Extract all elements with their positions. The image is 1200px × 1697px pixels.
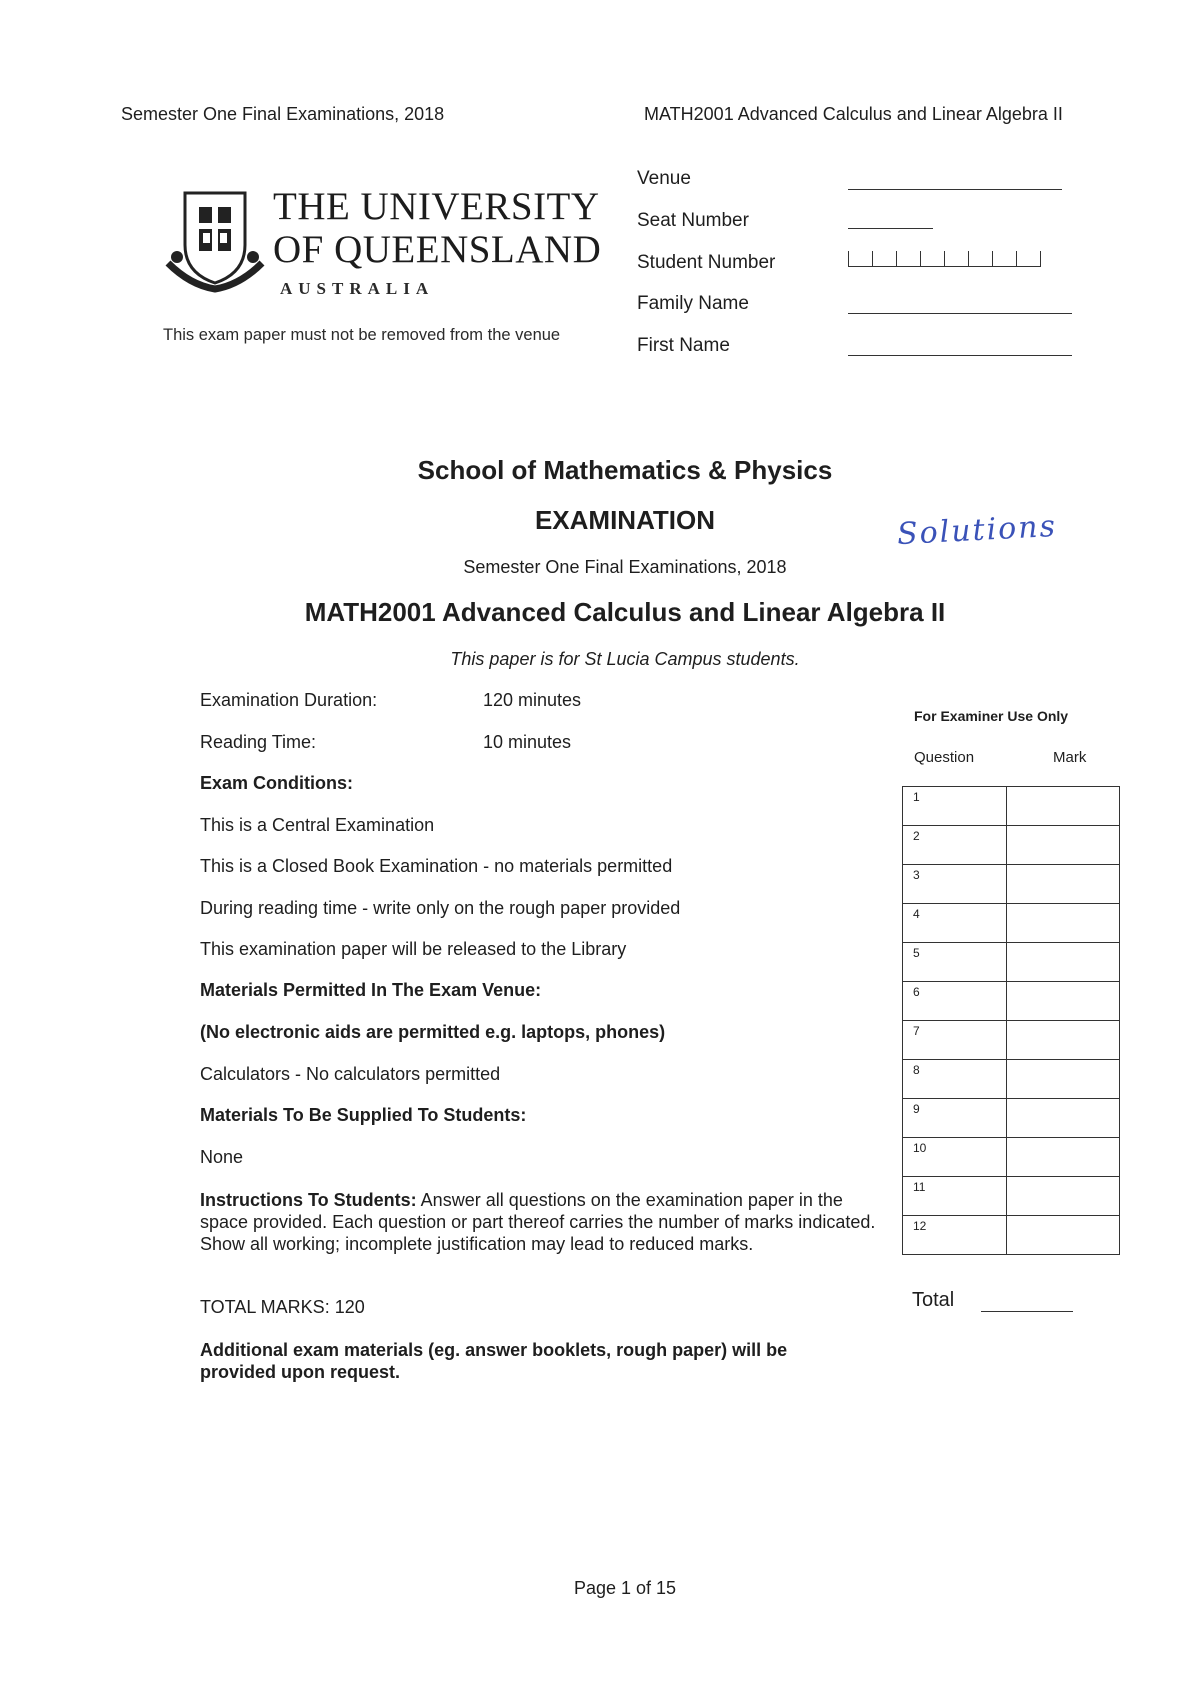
mark-row <box>903 826 1120 865</box>
student-number-label: Student Number <box>637 252 776 273</box>
question-number-cell: 7 <box>903 1021 1007 1060</box>
mark-row <box>903 787 1120 826</box>
first-name-field[interactable] <box>848 355 1072 356</box>
question-number-cell: 5 <box>903 943 1007 982</box>
first-name-label: First Name <box>637 335 730 356</box>
condition-central: This is a Central Examination <box>200 815 435 835</box>
mark-row <box>903 1021 1120 1060</box>
materials-supplied-heading: Materials To Be Supplied To Students: <box>200 1105 527 1125</box>
digit-box[interactable] <box>1016 251 1041 267</box>
digit-box[interactable] <box>920 251 944 267</box>
course-title: MATH2001 Advanced Calculus and Linear Algebra II <box>304 597 946 627</box>
seat-number-label: Seat Number <box>637 210 749 231</box>
mark-column-header: Mark <box>1053 749 1087 766</box>
reading-time-value: 10 minutes <box>483 732 572 752</box>
mark-row <box>903 1138 1120 1177</box>
family-name-field[interactable] <box>848 313 1072 314</box>
mark-cell[interactable] <box>1007 1177 1120 1216</box>
mark-row <box>903 904 1120 943</box>
mark-cell[interactable] <box>1007 865 1120 904</box>
family-name-label: Family Name <box>637 293 749 314</box>
duration-label: Examination Duration: <box>200 690 378 710</box>
mark-cell[interactable] <box>1007 826 1120 865</box>
digit-box[interactable] <box>944 251 968 267</box>
instructions-heading: Instructions To Students: <box>200 1190 417 1210</box>
question-number-cell: 10 <box>903 1138 1007 1177</box>
duration-value: 120 minutes <box>483 690 582 710</box>
calculators-note: Calculators - No calculators permitted <box>200 1064 501 1084</box>
exam-conditions-heading: Exam Conditions: <box>200 773 354 793</box>
condition-library: This examination paper will be released to the Library <box>200 939 627 959</box>
question-number-cell: 9 <box>903 1099 1007 1138</box>
question-number-cell: 4 <box>903 904 1007 943</box>
mark-row <box>903 982 1120 1021</box>
examiner-marks-table <box>902 786 1120 1255</box>
electronic-aids-note: (No electronic aids are permitted e.g. laptops, phones) <box>200 1022 666 1042</box>
header-right: MATH2001 Advanced Calculus and Linear Algebra II <box>644 104 1063 124</box>
digit-box[interactable] <box>968 251 992 267</box>
mark-cell[interactable] <box>1007 904 1120 943</box>
university-name-line2: OF QUEENSLAND <box>273 228 602 271</box>
uq-crest-logo <box>165 185 260 295</box>
question-column-header: Question <box>914 749 975 766</box>
digit-box[interactable] <box>872 251 896 267</box>
condition-reading-time: During reading time - write only on the rough paper provided <box>200 898 681 918</box>
mark-cell[interactable] <box>1007 943 1120 982</box>
mark-row <box>903 1099 1120 1138</box>
student-number-field[interactable] <box>848 251 1041 267</box>
digit-box[interactable] <box>896 251 920 267</box>
question-number-cell: 3 <box>903 865 1007 904</box>
mark-cell[interactable] <box>1007 1216 1120 1255</box>
mark-row <box>903 865 1120 904</box>
venue-field[interactable] <box>848 189 1062 190</box>
school-name: School of Mathematics & Physics <box>417 455 833 485</box>
mark-cell[interactable] <box>1007 1060 1120 1099</box>
question-number-cell: 1 <box>903 787 1007 826</box>
materials-permitted-heading: Materials Permitted In The Exam Venue: <box>200 980 542 1000</box>
question-number-cell: 8 <box>903 1060 1007 1099</box>
removal-notice: This exam paper must not be removed from the venue <box>163 326 561 344</box>
handwritten-note: Solutions <box>896 508 1058 553</box>
question-number-cell: 2 <box>903 826 1007 865</box>
exam-semester: Semester One Final Examinations, 2018 <box>463 557 787 577</box>
university-name-line1: THE UNIVERSITY <box>273 185 600 228</box>
question-number-cell: 11 <box>903 1177 1007 1216</box>
mark-row <box>903 943 1120 982</box>
total-marks: TOTAL MARKS: 120 <box>200 1297 365 1317</box>
mark-row <box>903 1216 1120 1255</box>
question-number-cell: 12 <box>903 1216 1007 1255</box>
materials-supplied-value: None <box>200 1147 244 1167</box>
mark-cell[interactable] <box>1007 1138 1120 1177</box>
seat-number-field[interactable] <box>848 228 933 229</box>
digit-box[interactable] <box>848 251 872 267</box>
instructions-text: Answer all questions on the examination paper in the space provided. Each question or part thereof carries the number of marks indicated. Show all working; incomplete justification may lead to reduced marks. <box>200 1190 876 1254</box>
mark-row <box>903 1060 1120 1099</box>
page-number: Page 1 of 15 <box>573 1578 677 1598</box>
header-left: Semester One Final Examinations, 2018 <box>121 104 445 124</box>
condition-closed-book: This is a Closed Book Examination - no materials permitted <box>200 856 673 876</box>
total-label: Total <box>912 1289 955 1311</box>
additional-materials-note: Additional exam materials (eg. answer booklets, rough paper) will be provided upon request. <box>200 1340 788 1382</box>
total-field[interactable] <box>981 1311 1073 1312</box>
exam-heading: EXAMINATION <box>534 505 716 535</box>
question-number-cell: 6 <box>903 982 1007 1021</box>
mark-cell[interactable] <box>1007 1021 1120 1060</box>
instructions-paragraph <box>200 1189 890 1255</box>
mark-row <box>903 1177 1120 1216</box>
mark-cell[interactable] <box>1007 982 1120 1021</box>
mark-cell[interactable] <box>1007 1099 1120 1138</box>
university-country: AUSTRALIA <box>280 279 435 298</box>
examiner-use-heading: For Examiner Use Only <box>914 708 1069 724</box>
campus-note: This paper is for St Lucia Campus students. <box>450 649 800 669</box>
mark-cell[interactable] <box>1007 787 1120 826</box>
digit-box[interactable] <box>992 251 1016 267</box>
reading-time-label: Reading Time: <box>200 732 317 752</box>
venue-label: Venue <box>637 168 691 189</box>
